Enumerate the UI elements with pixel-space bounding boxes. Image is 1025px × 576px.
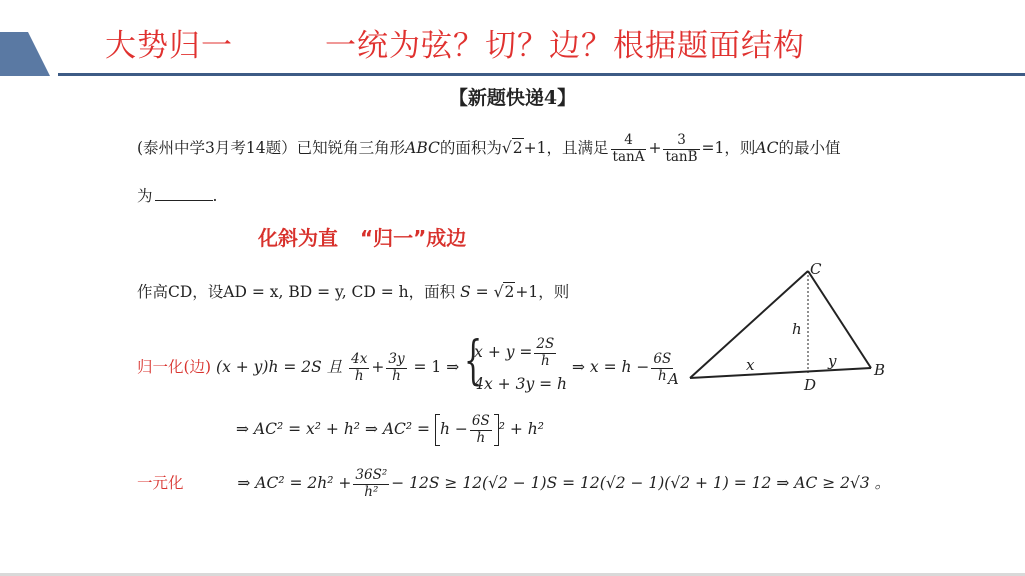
step1-s-eq: S = [460, 283, 489, 301]
title-rule [58, 73, 1025, 76]
ac-label: AC [755, 139, 779, 158]
step-3 [236, 414, 544, 446]
step1-text: 作高CD，设AD = x, BD = y, CD = h，面积 [137, 283, 456, 301]
step4-pre: ⇒ AC² = 2h² + [237, 474, 352, 493]
line2-prefix: 为 [137, 187, 153, 205]
section-title-right: “归一”成边 [360, 226, 467, 250]
area-text: 的面积为 [439, 139, 502, 158]
height-h-label: h [792, 320, 802, 338]
step1-sqrt: √2 [493, 283, 515, 301]
condition-text: ，且满足 [546, 139, 609, 158]
step4-frac: $\frac{\text{36S²}}{\text{h²}}$ [355, 467, 388, 500]
step-4 [137, 468, 890, 500]
step2-frac-6s-h: $\frac{6S}{h}$ [653, 351, 672, 384]
step2-frac-3y-h: $\frac{3y}{h}$ [388, 351, 405, 384]
section-title-left: 化斜为直 [258, 226, 338, 250]
plus-one: +1 [523, 139, 547, 158]
step3-bracket: h − $\frac{6S}{h}$ [435, 414, 499, 446]
step3-tail: ² + h² [498, 420, 544, 439]
problem-line-1: (泰州中学3月考14题）已知锐角三角形ABC的面积为√2+1，且满足 $\frac{4}{\tan A}$ + $\frac{3}{\tan B}$ =1，则AC的最小值 [137, 132, 841, 165]
problem-line-2 [137, 184, 217, 206]
title-left: 大势归一 [105, 28, 233, 64]
side-cb [808, 271, 871, 368]
fraction-3-tanB: $\frac{3}{\tan B}$ [665, 132, 698, 165]
step1-tail: +1，则 [515, 283, 570, 301]
step2-result: ⇒ x = h − [571, 358, 650, 377]
section-title [258, 222, 466, 251]
sqrt-2: √2 [501, 139, 523, 158]
ask-text: ，则 [724, 139, 756, 158]
equals-one: =1 [701, 139, 725, 158]
title-right: 一统为弦？切？边？根据题面结构 [325, 28, 805, 64]
corner-decoration [0, 32, 50, 76]
step2-eq: = 1 ⇒ [413, 358, 460, 377]
step-2: 归一化(边) (x + y)h = 2S 且 $\frac{4x}{h}$ + $\frac{3y}{h}$ = 1 ⇒ { x + y = $\frac{2S}{h}$ 4x + 3y = h ⇒ x = h − $\frac{6S}{h}$ [137, 337, 675, 399]
step2-expr: (x + y)h = 2S 且 [216, 358, 343, 377]
vertex-b-label: B [874, 361, 886, 379]
slide-title [105, 20, 805, 65]
step2-frac-4x-h: $\frac{4x}{h}$ [351, 351, 368, 384]
line2-tail: . [212, 187, 218, 205]
step4-mid: − 12S ≥ 12(√2 − 1)S = 12(√2 − 1)(√2 + 1) = 12 ⇒ AC ≥ 2√3 。 [391, 474, 891, 493]
step2-label: 归一化(边) [137, 358, 212, 377]
step-1 [137, 280, 569, 302]
vertex-a-label: A [668, 370, 679, 388]
side-ab [690, 368, 871, 378]
equation-system: { x + y = $\frac{2S}{h}$ 4x + 3y = h [464, 331, 568, 394]
problem-prefix: (泰州中学3月考14题）已知锐角三角形 [137, 139, 406, 158]
step4-label: 一元化 [137, 474, 184, 493]
fraction-4-tanA: $\frac{4}{\tan A}$ [612, 132, 645, 165]
vertex-c-label: C [810, 260, 822, 278]
triangle-name: ABC [405, 139, 440, 158]
subtitle: 【新题快递4】 [448, 87, 577, 109]
ask-tail: 的最小值 [778, 139, 841, 158]
segment-y-label: y [828, 352, 837, 370]
answer-blank [155, 200, 213, 201]
segment-x-label: x [746, 356, 755, 374]
foot-d-label: D [804, 376, 817, 394]
step3-pre: ⇒ AC² = x² + h² ⇒ AC² = [236, 420, 431, 439]
triangle-diagram [660, 258, 900, 398]
